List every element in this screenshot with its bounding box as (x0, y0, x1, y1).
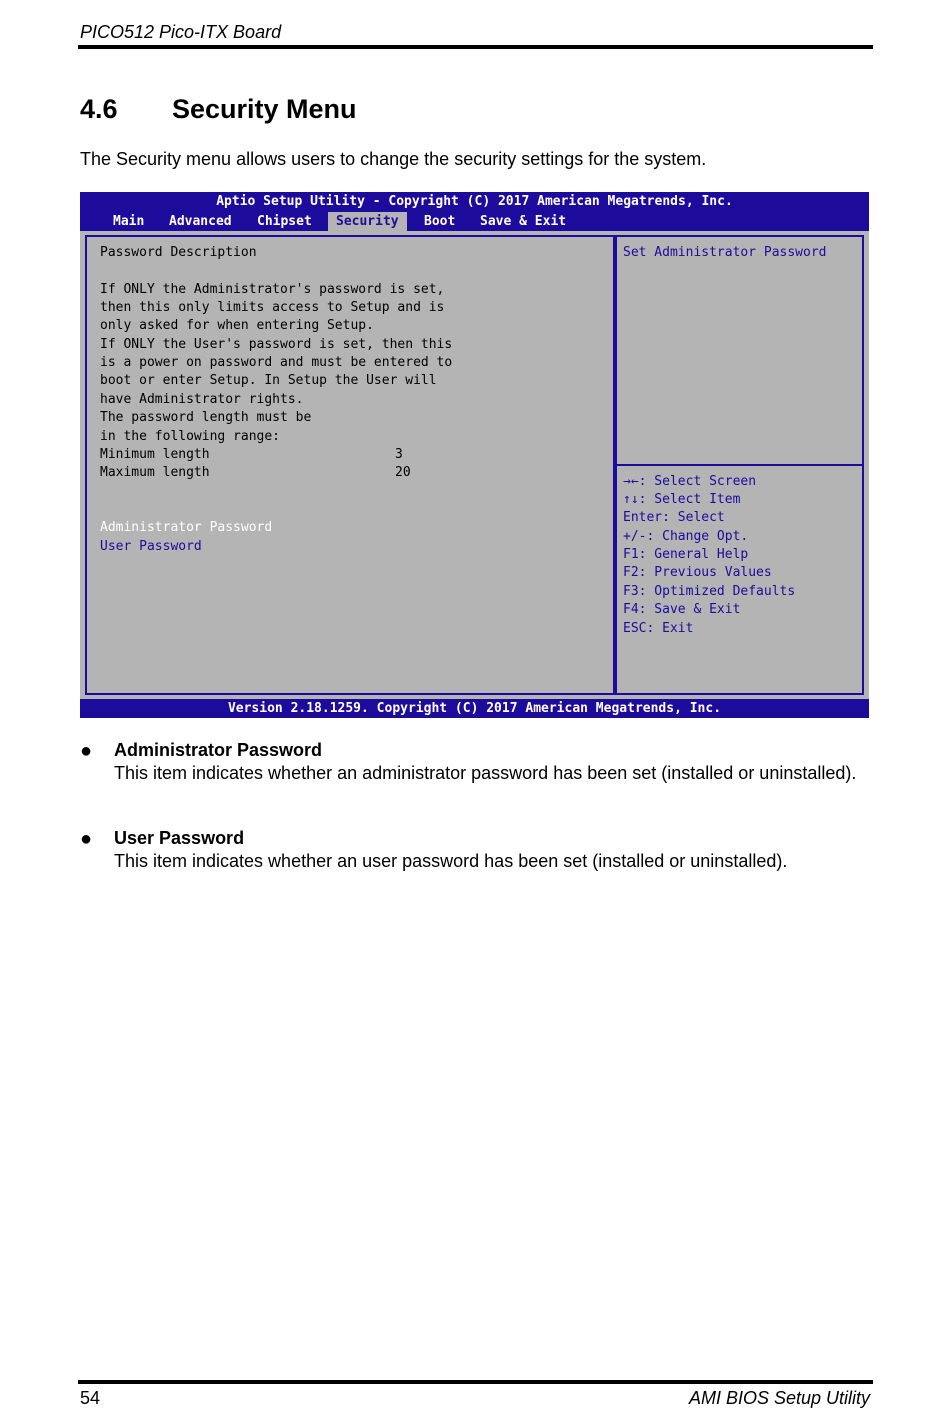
tab-main[interactable]: Main (113, 214, 145, 229)
key-hint: F4: Save & Exit (623, 602, 741, 617)
intro-paragraph: The Security menu allows users to change the security settings for the system. (80, 149, 707, 169)
description-line: then this only limits access to Setup and is (100, 300, 445, 315)
description-line: is a power on password and must be entered to (100, 355, 453, 370)
item-body-administrator-password: This item indicates whether an administrator password has been set (installed or uninstalled). (114, 763, 857, 783)
help-text: Set Administrator Password (623, 245, 827, 260)
description-line: The password length must be (100, 410, 312, 425)
page-number: 54 (80, 1388, 101, 1408)
user-password-item[interactable]: User Password (100, 539, 202, 554)
key-hint: Enter: Select (623, 510, 725, 525)
key-hint: ↑↓: Select Item (623, 492, 741, 507)
section-number: 4.6 (80, 94, 118, 124)
tab-security[interactable]: Security (328, 212, 407, 231)
help-panel-border (615, 235, 864, 466)
item-title-administrator-password: Administrator Password (114, 740, 323, 760)
key-hint: F1: General Help (623, 547, 749, 562)
min-length-value: 3 (395, 447, 403, 462)
bios-title: Aptio Setup Utility - Copyright (C) 2017 American Megatrends, Inc. (216, 194, 733, 209)
key-hint: ESC: Exit (623, 621, 694, 636)
bios-version-bar: Version 2.18.1259. Copyright (C) 2017 American Megatrends, Inc. (80, 699, 869, 718)
description-line: If ONLY the Administrator's password is set, (100, 282, 445, 297)
bullet-icon: ● (80, 828, 93, 850)
item-title-user-password: User Password (114, 828, 245, 848)
footer-title: AMI BIOS Setup Utility (688, 1388, 870, 1408)
bullet-icon: ● (80, 740, 93, 762)
description-line: Password Description (100, 245, 257, 260)
item-body-user-password: This item indicates whether an user password has been set (installed or uninstalled). (114, 851, 788, 871)
description-line: have Administrator rights. (100, 392, 304, 407)
key-hint: +/-: Change Opt. (623, 529, 749, 544)
description-line: If ONLY the User's password is set, then this (100, 337, 453, 352)
tab-advanced[interactable]: Advanced (169, 214, 232, 229)
min-length-label: Minimum length (100, 447, 210, 462)
key-hint: F3: Optimized Defaults (623, 584, 796, 599)
tab-chipset[interactable]: Chipset (257, 214, 312, 229)
key-hint: F2: Previous Values (623, 565, 772, 580)
max-length-value: 20 (395, 465, 411, 480)
header-rule (78, 45, 873, 49)
max-length-label: Maximum length (100, 465, 210, 480)
section-heading: Security Menu (172, 94, 357, 124)
description-line: in the following range: (100, 429, 281, 444)
running-header: PICO512 Pico-ITX Board (80, 22, 282, 42)
description-line: boot or enter Setup. In Setup the User will (100, 373, 437, 388)
administrator-password-item[interactable]: Administrator Password (100, 520, 273, 535)
key-hint: →←: Select Screen (623, 474, 757, 489)
footer-rule (78, 1380, 873, 1384)
bios-top-bar (80, 192, 869, 231)
tab-save-exit[interactable]: Save & Exit (480, 214, 567, 229)
description-line: only asked for when entering Setup. (100, 318, 374, 333)
bios-screenshot (80, 192, 869, 718)
section-title (80, 94, 357, 125)
tab-boot[interactable]: Boot (424, 214, 456, 229)
